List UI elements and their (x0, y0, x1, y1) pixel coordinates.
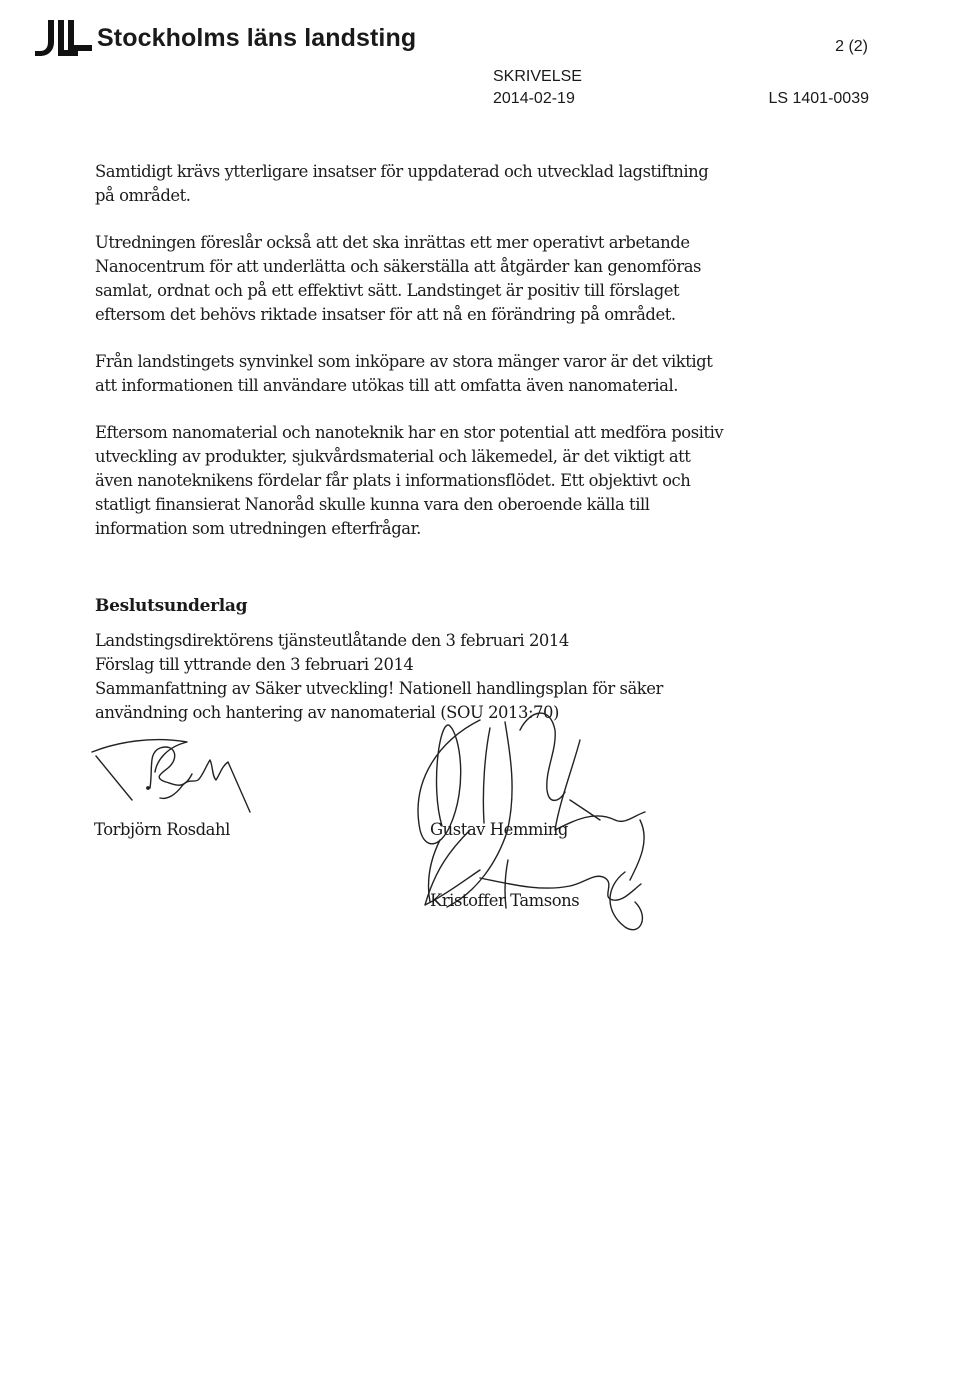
paragraph: Från landstingets synvinkel som inköpare av stora mänger varor är det viktigt att informationen till användare utökas till att omfatta även nanomaterial. (95, 352, 713, 395)
signatory-name: Gustav Hemming (430, 820, 568, 839)
paragraph: Utredningen föreslår också att det ska inrättas ett mer operativt arbetande Nanocentrum för att underlätta och säkerställa att åtgärder kan genomföras samlat, ordnat och på ett effektivt sätt. Landstinget är positiv till förslaget eftersom det behövs riktade insatser för att nå en förändring på området. (95, 233, 701, 324)
paragraph: Eftersom nanomaterial och nanoteknik har en stor potential att medföra positiv utveckling av produkter, sjukvårdsmaterial och läkemedel, är det viktigt att även nanoteknikens fördelar får plats i informationsflödet. Ett objektivt och statligt finansierat Nanoråd skulle kunna vara den oberoende källa till information som utredningen efterfrågar. (95, 423, 724, 538)
signature-rosdahl (92, 740, 250, 812)
page-number: 2 (2) (835, 38, 868, 55)
list-item: Förslag till yttrande den 3 februari 2014 (95, 655, 414, 674)
document-date: 2014-02-19 (493, 90, 575, 107)
document-type: SKRIVELSE (493, 68, 582, 85)
list-item: Sammanfattning av Säker utveckling! Nationell handlingsplan för säker användning och hantering av nanomaterial (SOU 2013:70) (95, 679, 663, 722)
sll-logo-icon (34, 18, 96, 58)
organization-name: Stockholms läns landsting (97, 24, 417, 52)
decision-basis-heading: Beslutsunderlag (95, 596, 248, 617)
decision-basis-list (95, 629, 735, 725)
list-item: Landstingsdirektörens tjänsteutlåtande den 3 februari 2014 (95, 631, 569, 650)
letterhead (0, 0, 960, 120)
signature-tamsons (425, 830, 642, 930)
signature-hemming (418, 713, 645, 907)
document-reference: LS 1401-0039 (768, 90, 869, 107)
signatory-name: Kristoffer Tamsons (430, 891, 580, 910)
letter-body (95, 160, 725, 564)
paragraph: Samtidigt krävs ytterligare insatser för uppdaterad och utvecklad lagstiftning på området. (95, 162, 709, 205)
signatory-name: Torbjörn Rosdahl (94, 820, 230, 839)
